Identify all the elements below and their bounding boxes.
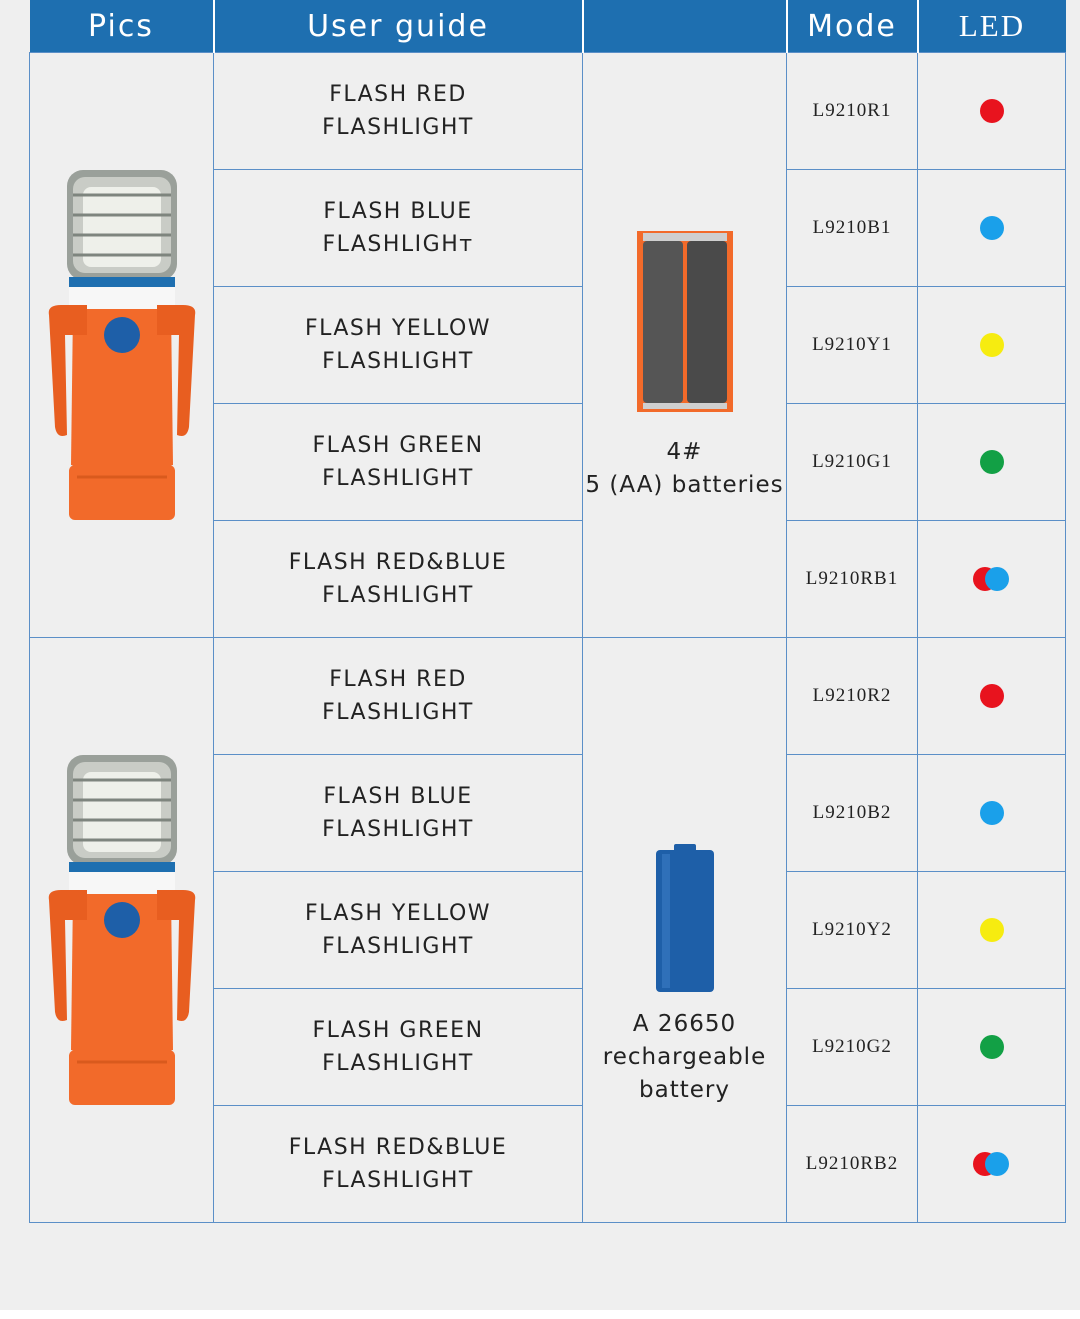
user-guide-cell bbox=[214, 755, 583, 872]
led-cell bbox=[918, 53, 1066, 170]
guide-line: FLASHLIGHT bbox=[322, 115, 474, 140]
header-mode: Mode bbox=[787, 0, 918, 53]
26650-battery-image bbox=[654, 844, 716, 994]
mode-cell: L9210Y1 bbox=[787, 287, 918, 404]
header-row bbox=[30, 0, 1066, 53]
table-row bbox=[30, 53, 1066, 170]
mode-cell: L9210B2 bbox=[787, 755, 918, 872]
header-battery bbox=[583, 0, 787, 53]
guide-line: FLASH YELLOW bbox=[304, 901, 492, 926]
mode-cell: L9210B1 bbox=[787, 170, 918, 287]
led-cell bbox=[918, 989, 1066, 1106]
battery-text: battery bbox=[639, 1076, 730, 1103]
guide-line: FLASHLIGHT bbox=[322, 700, 474, 725]
yellow-dot-icon bbox=[980, 333, 1004, 357]
user-guide-cell bbox=[214, 872, 583, 989]
led-cell bbox=[918, 755, 1066, 872]
user-guide-cell bbox=[214, 989, 583, 1106]
user-guide-cell bbox=[214, 638, 583, 755]
guide-line: FLASHLIGHT bbox=[322, 817, 474, 842]
header-user-guide: User guide bbox=[214, 0, 583, 53]
user-guide-cell bbox=[214, 521, 583, 638]
aa-battery-holder-image bbox=[635, 229, 735, 414]
user-guide-cell bbox=[214, 1106, 583, 1223]
yellow-dot-icon bbox=[980, 918, 1004, 942]
product-spec-table bbox=[29, 0, 1066, 1223]
guide-line: FLASHLIGHT bbox=[322, 466, 474, 491]
battery-cell bbox=[583, 53, 787, 638]
led-cell bbox=[918, 1106, 1066, 1223]
battery-text: 4# bbox=[666, 438, 703, 465]
user-guide-cell bbox=[214, 404, 583, 521]
table-row bbox=[30, 638, 1066, 755]
red-dot-icon bbox=[980, 684, 1004, 708]
guide-line: FLASH BLUE bbox=[323, 784, 473, 809]
led-cell bbox=[918, 404, 1066, 521]
mode-cell: L9210Y2 bbox=[787, 872, 918, 989]
battery-text: A 26650 bbox=[632, 1010, 737, 1037]
guide-line: FLASHLIGHт bbox=[322, 232, 474, 257]
led-cell bbox=[918, 638, 1066, 755]
header-led: LED bbox=[918, 0, 1066, 53]
guide-line: FLASH RED bbox=[329, 667, 467, 692]
user-guide-cell bbox=[214, 53, 583, 170]
red-dot-icon bbox=[980, 99, 1004, 123]
mode-cell: L9210RB1 bbox=[787, 521, 918, 638]
red-blue-dots-icon bbox=[973, 1151, 1011, 1177]
led-cell bbox=[918, 287, 1066, 404]
guide-line: FLASH RED&BLUE bbox=[288, 1135, 508, 1160]
guide-line: FLASH RED bbox=[329, 82, 467, 107]
flashlight-image bbox=[47, 165, 197, 525]
mode-cell: L9210RB2 bbox=[787, 1106, 918, 1223]
guide-line: FLASHLIGHT bbox=[322, 1051, 474, 1076]
led-cell bbox=[918, 170, 1066, 287]
guide-line: FLASHLIGHT bbox=[322, 934, 474, 959]
user-guide-cell bbox=[214, 170, 583, 287]
led-cell bbox=[918, 521, 1066, 638]
user-guide-cell bbox=[214, 287, 583, 404]
blue-dot-icon bbox=[980, 216, 1004, 240]
flashlight-image-cell bbox=[30, 638, 214, 1223]
guide-line: FLASHLIGHT bbox=[322, 1168, 474, 1193]
battery-text: 5 (AA) batteries bbox=[585, 471, 784, 498]
mode-cell: L9210R2 bbox=[787, 638, 918, 755]
green-dot-icon bbox=[980, 450, 1004, 474]
red-blue-dots-icon bbox=[973, 566, 1011, 592]
green-dot-icon bbox=[980, 1035, 1004, 1059]
guide-line: FLASH BLUE bbox=[323, 199, 473, 224]
guide-line: FLASH GREEN bbox=[312, 433, 484, 458]
mode-cell: L9210G1 bbox=[787, 404, 918, 521]
guide-line: FLASHLIGHT bbox=[322, 349, 474, 374]
guide-line: FLASH YELLOW bbox=[304, 316, 492, 341]
guide-line: FLASH RED&BLUE bbox=[288, 550, 508, 575]
blue-dot-icon bbox=[980, 801, 1004, 825]
guide-line: FLASHLIGHT bbox=[322, 583, 474, 608]
guide-line: FLASH GREEN bbox=[312, 1018, 484, 1043]
header-pics: Pics bbox=[30, 0, 214, 53]
mode-cell: L9210G2 bbox=[787, 989, 918, 1106]
mode-cell: L9210R1 bbox=[787, 53, 918, 170]
battery-cell bbox=[583, 638, 787, 1223]
led-cell bbox=[918, 872, 1066, 989]
flashlight-image bbox=[47, 750, 197, 1110]
battery-text: rechargeable bbox=[602, 1043, 767, 1070]
flashlight-image-cell bbox=[30, 53, 214, 638]
